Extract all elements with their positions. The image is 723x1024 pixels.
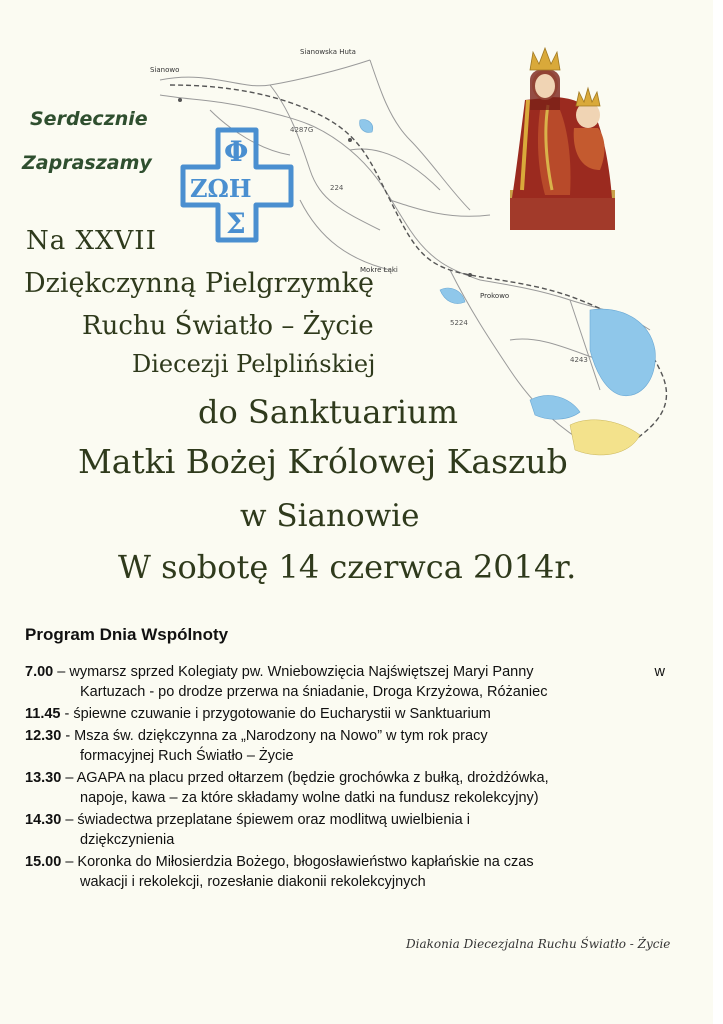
map-road-number: 224: [330, 184, 344, 192]
program-item-continuation: Kartuzach - po drodze przerwa na śniadanie, Droga Krzyżowa, Różaniec: [80, 684, 548, 700]
footer-signature: Diakonia Diecezjalna Ruchu Światło - Życie: [406, 937, 671, 951]
program-item: [25, 704, 675, 724]
program-item-continuation: formacyjnej Ruch Światło – Życie: [80, 748, 294, 764]
heading-date: W sobotę 14 czerwca 2014r.: [118, 548, 577, 586]
map-road-number: 4243: [570, 356, 588, 364]
program-item: [25, 662, 675, 702]
program-item-continuation: wakacji i rekolekcji, rozesłanie diakonii rekolekcyjnych: [80, 874, 426, 890]
heading-pilgrimage: Dziękczynną Pielgrzymkę: [24, 268, 374, 299]
heading-sanctuary: do Sanktuarium: [198, 393, 458, 431]
map-label-mokre-laki: Mokre Łąki: [360, 266, 398, 274]
program-item-text: – AGAPA na placu przed ołtarzem (będzie grochówka z bułką, drożdżówka,: [61, 770, 549, 786]
program-item-text: – Koronka do Miłosierdzia Bożego, błogosławieństwo kapłańskie na czas: [61, 854, 534, 870]
emblem-letters: ΖΩΗ: [190, 174, 252, 203]
program-item-text: - Msza św. dziękczynna za „Narodzony na Nowo” w tym rok pracy: [61, 728, 488, 744]
map-road-number: 5224: [450, 319, 468, 327]
greeting-line-1: Serdecznie: [30, 108, 148, 130]
program-item-time: 12.30: [25, 728, 62, 744]
program-item-time: 15.00: [25, 854, 62, 870]
program-item-time: 14.30: [25, 812, 62, 828]
program-item-time: 11.45: [25, 706, 61, 722]
map-label-prokowo: Prokowo: [480, 292, 510, 300]
madonna-statue-image: [500, 40, 625, 235]
greeting-line-2: Zapraszamy: [22, 152, 152, 174]
heading-na-xxvii: Na XXVII: [26, 226, 157, 256]
program-list: [25, 662, 675, 894]
chi-rho-zoe-icon: [178, 125, 296, 245]
map-label-sianowo: Sianowo: [150, 66, 180, 74]
program-item: [25, 768, 675, 808]
program-item-continuation: napoje, kawa – za które składamy wolne datki na fundusz rekolekcyjny): [80, 790, 539, 806]
program-title: Program Dnia Wspólnoty: [25, 625, 229, 644]
program-item-continuation: dziękczynienia: [80, 832, 175, 848]
program-item-time: 13.30: [25, 770, 62, 786]
program-item-time: 7.00: [25, 664, 54, 680]
heading-location: w Sianowie: [240, 498, 420, 534]
svg-text:Φ: Φ: [224, 135, 249, 168]
heading-mother-of-god: Matki Bożej Królowej Kaszub: [78, 442, 568, 481]
heading-diocese: Diecezji Pelplińskiej: [132, 350, 376, 378]
program-item-text: - śpiewne czuwanie i przygotowanie do Eucharystii w Sanktuarium: [60, 706, 491, 722]
heading-movement: Ruchu Światło – Życie: [82, 311, 374, 341]
program-item-text: – świadectwa przeplatane śpiewem oraz modlitwą uwielbienia i: [61, 812, 470, 828]
program-item: [25, 726, 675, 766]
svg-text:Σ: Σ: [226, 207, 246, 240]
map-road-number: 4287G: [290, 126, 314, 134]
program-item-text: – wymarsz sprzed Kolegiaty pw. Wniebowzięcia Najświętszej Maryi Panny: [53, 664, 534, 680]
map-label-sianowska-huta: Sianowska Huta: [300, 48, 356, 56]
program-item-trail: w: [654, 664, 665, 680]
program-item: [25, 810, 675, 850]
program-item: [25, 852, 675, 892]
